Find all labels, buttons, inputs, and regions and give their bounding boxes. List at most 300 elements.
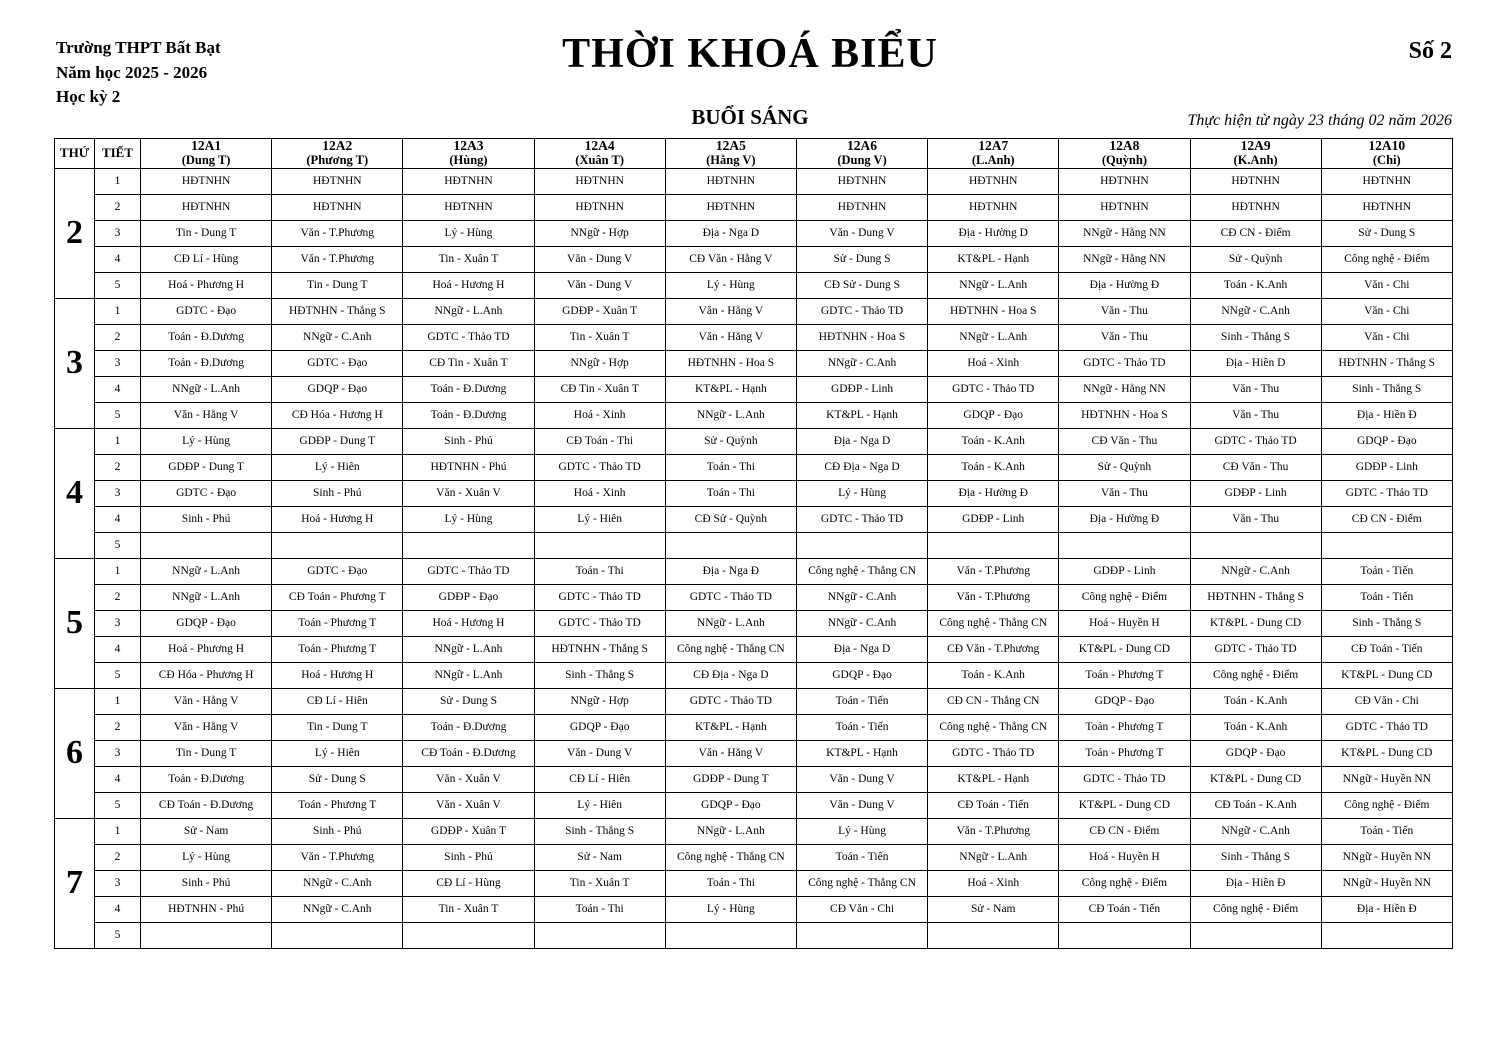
lesson-cell: Toán - Thi [665, 480, 796, 506]
lesson-cell: Hoá - Phương H [141, 272, 272, 298]
lesson-cell: Toán - K.Anh [928, 428, 1059, 454]
lesson-cell: Sinh - Thắng S [1190, 324, 1321, 350]
lesson-cell: CĐ Toán - Tiến [1059, 896, 1190, 922]
class-teacher: (Chi) [1372, 152, 1401, 167]
lesson-cell: Văn - Dung V [796, 792, 927, 818]
lesson-cell: CĐ Toán - Phương T [272, 584, 403, 610]
period-number: 4 [95, 896, 141, 922]
lesson-cell: NNgữ - L.Anh [403, 662, 534, 688]
period-number: 5 [95, 792, 141, 818]
timetable [54, 138, 1453, 949]
timetable-row [55, 740, 1453, 766]
lesson-cell: Hoá - Hương H [272, 662, 403, 688]
period-number: 4 [95, 636, 141, 662]
lesson-cell: Lý - Hùng [403, 220, 534, 246]
header-class-9 [1321, 139, 1452, 169]
page-title: THỜI KHOÁ BIỂU [562, 31, 938, 77]
lesson-cell: KT&PL - Hạnh [665, 376, 796, 402]
period-number: 2 [95, 454, 141, 480]
lesson-cell: NNgữ - L.Anh [928, 272, 1059, 298]
lesson-cell: NNgữ - C.Anh [272, 896, 403, 922]
lesson-cell: CĐ Văn - T.Phương [928, 636, 1059, 662]
lesson-cell: Toán - Thi [665, 870, 796, 896]
lesson-cell: Toán - Đ.Dương [403, 376, 534, 402]
timetable-row [55, 870, 1453, 896]
lesson-cell: CĐ Sử - Dung S [796, 272, 927, 298]
lesson-cell: Văn - Chi [1321, 324, 1452, 350]
class-teacher: (L.Anh) [971, 152, 1015, 167]
lesson-cell: Lý - Hùng [665, 896, 796, 922]
period-number: 5 [95, 662, 141, 688]
lesson-cell: Văn - Hằng V [141, 402, 272, 428]
lesson-cell: CĐ Lí - Hùng [403, 870, 534, 896]
lesson-cell [403, 532, 534, 558]
timetable-row [55, 792, 1453, 818]
timetable-row [55, 636, 1453, 662]
day-label: 5 [55, 558, 95, 688]
lesson-cell: HĐTNHN [796, 168, 927, 194]
header-class-1 [272, 139, 403, 169]
header-class-4 [665, 139, 796, 169]
lesson-cell: CĐ Văn - Chi [1321, 688, 1452, 714]
lesson-cell [1059, 532, 1190, 558]
lesson-cell: HĐTNHN [272, 194, 403, 220]
timetable-body [55, 168, 1453, 948]
period-number: 2 [95, 324, 141, 350]
period-number: 5 [95, 402, 141, 428]
lesson-cell: Văn - T.Phương [928, 818, 1059, 844]
lesson-cell: Lý - Hiên [272, 740, 403, 766]
class-teacher: (Dung T) [181, 152, 231, 167]
lesson-cell: GDQP - Đạo [665, 792, 796, 818]
lesson-cell: Hoá - Huyền H [1059, 610, 1190, 636]
lesson-cell: Sinh - Phú [403, 428, 534, 454]
school-year: Năm học 2025 - 2026 [56, 62, 208, 82]
class-name: 12A3 [453, 138, 484, 153]
period-number: 1 [95, 298, 141, 324]
lesson-cell: GDTC - Thảo TD [928, 376, 1059, 402]
lesson-cell: Văn - Chi [1321, 272, 1452, 298]
lesson-cell: NNgữ - L.Anh [403, 298, 534, 324]
lesson-cell: Công nghệ - Thắng CN [665, 636, 796, 662]
lesson-cell: Toán - Đ.Dương [141, 324, 272, 350]
period-number: 3 [95, 350, 141, 376]
lesson-cell: Hoá - Xinh [534, 480, 665, 506]
lesson-cell: GDTC - Thảo TD [928, 740, 1059, 766]
lesson-cell: NNgữ - L.Anh [141, 376, 272, 402]
lesson-cell [665, 532, 796, 558]
lesson-cell: HĐTNHN [665, 168, 796, 194]
period-number: 2 [95, 714, 141, 740]
lesson-cell: Văn - T.Phương [928, 584, 1059, 610]
lesson-cell: NNgữ - C.Anh [1190, 298, 1321, 324]
lesson-cell: CĐ Lí - Hiên [272, 688, 403, 714]
lesson-cell: Văn - Xuân V [403, 792, 534, 818]
lesson-cell: Công nghệ - Điểm [1059, 584, 1190, 610]
timetable-row [55, 350, 1453, 376]
lesson-cell: NNgữ - Hợp [534, 220, 665, 246]
lesson-cell: Toán - Tiến [1321, 818, 1452, 844]
header-class-3 [534, 139, 665, 169]
lesson-cell: GDQP - Đạo [928, 402, 1059, 428]
header-class-8 [1190, 139, 1321, 169]
lesson-cell: Sử - Dung S [272, 766, 403, 792]
lesson-cell [928, 922, 1059, 948]
lesson-cell: KT&PL - Hạnh [928, 766, 1059, 792]
lesson-cell: Văn - Dung V [534, 272, 665, 298]
session-title: BUỔI SÁNG [691, 105, 809, 129]
header-thu: THỨ [55, 139, 95, 169]
lesson-cell: Lý - Hiên [534, 792, 665, 818]
lesson-cell: Văn - Thu [1059, 480, 1190, 506]
lesson-cell: CĐ Hóa - Phương H [141, 662, 272, 688]
lesson-cell: GDTC - Thảo TD [1321, 714, 1452, 740]
timetable-row [55, 168, 1453, 194]
period-number: 5 [95, 922, 141, 948]
lesson-cell: CĐ Hóa - Hương H [272, 402, 403, 428]
lesson-cell: GDQP - Đạo [141, 610, 272, 636]
lesson-cell: NNgữ - L.Anh [665, 402, 796, 428]
lesson-cell: Văn - Xuân V [403, 766, 534, 792]
lesson-cell: CĐ Tin - Xuân T [534, 376, 665, 402]
lesson-cell: Văn - Hằng V [665, 740, 796, 766]
day-label: 2 [55, 168, 95, 298]
header-row [55, 139, 1453, 169]
lesson-cell: HĐTNHN - Phú [141, 896, 272, 922]
lesson-cell: NNgữ - Hợp [534, 688, 665, 714]
timetable-row [55, 922, 1453, 948]
lesson-cell: Văn - Hằng V [141, 714, 272, 740]
lesson-cell: NNgữ - C.Anh [1190, 818, 1321, 844]
lesson-cell: Toán - Phương T [1059, 740, 1190, 766]
class-teacher: (Dung V) [837, 152, 887, 167]
header-class-2 [403, 139, 534, 169]
lesson-cell: Lý - Hùng [141, 844, 272, 870]
lesson-cell: Địa - Hiền D [1190, 350, 1321, 376]
lesson-cell: Toán - Đ.Dương [403, 402, 534, 428]
class-teacher: (Hùng) [449, 152, 488, 167]
lesson-cell: CĐ Toán - K.Anh [1190, 792, 1321, 818]
lesson-cell: CĐ Văn - Thu [1190, 454, 1321, 480]
lesson-cell: Hoá - Huyền H [1059, 844, 1190, 870]
lesson-cell [1190, 532, 1321, 558]
lesson-cell: Toán - K.Anh [1190, 272, 1321, 298]
period-number: 2 [95, 844, 141, 870]
class-name: 12A6 [847, 138, 878, 153]
lesson-cell: HĐTNHN [1321, 168, 1452, 194]
lesson-cell: Toán - Tiến [796, 844, 927, 870]
lesson-cell: Văn - Thu [1190, 376, 1321, 402]
lesson-cell: HĐTNHN [272, 168, 403, 194]
lesson-cell: HĐTNHN [1059, 194, 1190, 220]
timetable-row [55, 324, 1453, 350]
class-name: 12A5 [715, 138, 746, 153]
lesson-cell: NNgữ - L.Anh [665, 818, 796, 844]
lesson-cell: Toán - K.Anh [928, 454, 1059, 480]
header-class-5 [796, 139, 927, 169]
timetable-row [55, 194, 1453, 220]
lesson-cell: HĐTNHN [403, 194, 534, 220]
lesson-cell: Sinh - Phú [141, 870, 272, 896]
lesson-cell: CĐ Lí - Hiên [534, 766, 665, 792]
lesson-cell: HĐTNHN [1190, 168, 1321, 194]
timetable-row [55, 298, 1453, 324]
class-teacher: (Xuân T) [575, 152, 625, 167]
period-number: 3 [95, 220, 141, 246]
lesson-cell [534, 532, 665, 558]
period-number: 3 [95, 480, 141, 506]
lesson-cell: Công nghệ - Thắng CN [665, 844, 796, 870]
lesson-cell: CĐ Địa - Nga D [796, 454, 927, 480]
lesson-cell: Hoá - Hương H [403, 272, 534, 298]
lesson-cell: Hoá - Hương H [272, 506, 403, 532]
class-teacher: (Quỳnh) [1101, 152, 1147, 167]
lesson-cell: NNgữ - C.Anh [272, 324, 403, 350]
lesson-cell: GDĐP - Linh [1321, 454, 1452, 480]
lesson-cell: Toán - Thi [534, 896, 665, 922]
lesson-cell: CĐ Lí - Hùng [141, 246, 272, 272]
lesson-cell: GDQP - Đạo [534, 714, 665, 740]
period-number: 1 [95, 428, 141, 454]
period-number: 5 [95, 272, 141, 298]
lesson-cell: Toán - Phương T [1059, 662, 1190, 688]
lesson-cell: NNgữ - Hằng NN [1059, 246, 1190, 272]
timetable-wrapper [54, 138, 1452, 949]
lesson-cell: KT&PL - Dung CD [1190, 766, 1321, 792]
lesson-cell: Địa - Hường Đ [928, 480, 1059, 506]
timetable-row [55, 220, 1453, 246]
lesson-cell: Sinh - Thắng S [1190, 844, 1321, 870]
lesson-cell: GDTC - Thảo TD [1190, 636, 1321, 662]
timetable-row [55, 272, 1453, 298]
lesson-cell: Công nghệ - Điểm [1321, 246, 1452, 272]
period-number: 2 [95, 584, 141, 610]
class-teacher: (K.Anh) [1233, 152, 1278, 167]
lesson-cell: Công nghệ - Điểm [1190, 662, 1321, 688]
class-name: 12A2 [322, 138, 353, 153]
class-name: 12A1 [191, 138, 222, 153]
lesson-cell: NNgữ - L.Anh [141, 558, 272, 584]
lesson-cell: Sử - Quỳnh [1059, 454, 1190, 480]
lesson-cell: NNgữ - L.Anh [403, 636, 534, 662]
lesson-cell: NNgữ - C.Anh [796, 350, 927, 376]
lesson-cell: Sử - Dung S [403, 688, 534, 714]
lesson-cell: NNgữ - Huyền NN [1321, 870, 1452, 896]
lesson-cell: GDĐP - Xuân T [403, 818, 534, 844]
lesson-cell: KT&PL - Dung CD [1059, 636, 1190, 662]
timetable-row [55, 818, 1453, 844]
day-label: 6 [55, 688, 95, 818]
lesson-cell: Toán - Tiến [796, 688, 927, 714]
lesson-cell: Công nghệ - Thắng CN [928, 610, 1059, 636]
lesson-cell: Lý - Hiên [272, 454, 403, 480]
lesson-cell: Công nghệ - Thắng CN [796, 558, 927, 584]
timetable-row [55, 376, 1453, 402]
lesson-cell: Văn - Dung V [796, 766, 927, 792]
lesson-cell: Lý - Hùng [796, 480, 927, 506]
class-name: 12A9 [1240, 138, 1271, 153]
effective-date: Thực hiện từ ngày 23 tháng 02 năm 2026 [1187, 112, 1452, 129]
lesson-cell: HĐTNHN [141, 194, 272, 220]
lesson-cell: GDĐP - Linh [1190, 480, 1321, 506]
lesson-cell: KT&PL - Dung CD [1059, 792, 1190, 818]
lesson-cell: KT&PL - Dung CD [1190, 610, 1321, 636]
timetable-row [55, 844, 1453, 870]
lesson-cell: CĐ CN - Điểm [1321, 506, 1452, 532]
lesson-cell: Toán - Phương T [272, 792, 403, 818]
lesson-cell: Văn - Hằng V [141, 688, 272, 714]
lesson-cell: HĐTNHN [928, 168, 1059, 194]
lesson-cell: GDTC - Thảo TD [403, 324, 534, 350]
lesson-cell [1059, 922, 1190, 948]
class-name: 12A7 [978, 138, 1009, 153]
lesson-cell: CĐ Văn - Thu [1059, 428, 1190, 454]
lesson-cell: Sinh - Thắng S [534, 818, 665, 844]
lesson-cell: Toán - Phương T [272, 636, 403, 662]
lesson-cell: GDTC - Thảo TD [665, 688, 796, 714]
lesson-cell: Văn - Thu [1059, 324, 1190, 350]
lesson-cell: Toán - Phương T [272, 610, 403, 636]
period-number: 1 [95, 688, 141, 714]
lesson-cell: GDĐP - Xuân T [534, 298, 665, 324]
class-teacher: (Hằng V) [706, 152, 756, 167]
lesson-cell: GDTC - Thảo TD [1190, 428, 1321, 454]
lesson-cell: Văn - Hằng V [665, 298, 796, 324]
lesson-cell: Địa - Nga D [796, 636, 927, 662]
lesson-cell: Tin - Dung T [272, 272, 403, 298]
lesson-cell: GDTC - Đạo [141, 480, 272, 506]
period-number: 2 [95, 194, 141, 220]
lesson-cell: KT&PL - Dung CD [1321, 740, 1452, 766]
timetable-row [55, 246, 1453, 272]
lesson-cell: Sinh - Phú [272, 480, 403, 506]
lesson-cell: GDTC - Thảo TD [1321, 480, 1452, 506]
lesson-cell: Sinh - Phú [141, 506, 272, 532]
lesson-cell: Toán - Tiến [1321, 584, 1452, 610]
day-label: 3 [55, 298, 95, 428]
lesson-cell [272, 922, 403, 948]
lesson-cell: Lý - Hùng [665, 272, 796, 298]
lesson-cell: KT&PL - Hạnh [796, 740, 927, 766]
lesson-cell: Tin - Dung T [141, 220, 272, 246]
lesson-cell [141, 532, 272, 558]
timetable-row [55, 480, 1453, 506]
lesson-cell [1190, 922, 1321, 948]
lesson-cell: Địa - Nga Đ [665, 558, 796, 584]
lesson-cell: NNgữ - L.Anh [141, 584, 272, 610]
timetable-head [55, 139, 1453, 169]
lesson-cell: CĐ Sử - Quỳnh [665, 506, 796, 532]
lesson-cell: CĐ Toán - Thi [534, 428, 665, 454]
school-name: Trường THPT Bất Bạt [56, 38, 221, 57]
lesson-cell: Tin - Xuân T [534, 870, 665, 896]
period-number: 4 [95, 506, 141, 532]
lesson-cell: HĐTNHN - Thắng S [272, 298, 403, 324]
lesson-cell: Lý - Hùng [796, 818, 927, 844]
lesson-cell: GDTC - Đạo [272, 558, 403, 584]
lesson-cell: NNgữ - Hợp [534, 350, 665, 376]
lesson-cell: Văn - Xuân V [403, 480, 534, 506]
lesson-cell: GDTC - Thảo TD [796, 506, 927, 532]
lesson-cell: GDTC - Thảo TD [665, 584, 796, 610]
lesson-cell: Văn - Thu [1190, 402, 1321, 428]
lesson-cell: HĐTNHN [1059, 168, 1190, 194]
lesson-cell: NNgữ - Hằng NN [1059, 376, 1190, 402]
lesson-cell: NNgữ - Huyền NN [1321, 766, 1452, 792]
lesson-cell: Tin - Xuân T [534, 324, 665, 350]
timetable-row [55, 688, 1453, 714]
timetable-row [55, 506, 1453, 532]
sheet-number: Số 2 [1408, 38, 1452, 64]
lesson-cell: HĐTNHN - Hoa S [665, 350, 796, 376]
lesson-cell: GDĐP - Đạo [403, 584, 534, 610]
lesson-cell: Địa - Nga D [796, 428, 927, 454]
lesson-cell: KT&PL - Hạnh [796, 402, 927, 428]
lesson-cell: GDTC - Đạo [272, 350, 403, 376]
lesson-cell: NNgữ - Huyền NN [1321, 844, 1452, 870]
lesson-cell: HĐTNHN - Hoa S [928, 298, 1059, 324]
lesson-cell: Tin - Xuân T [403, 246, 534, 272]
period-number: 3 [95, 870, 141, 896]
lesson-cell: NNgữ - L.Anh [928, 844, 1059, 870]
lesson-cell [796, 532, 927, 558]
lesson-cell: GDĐP - Linh [928, 506, 1059, 532]
lesson-cell: Văn - T.Phương [272, 246, 403, 272]
lesson-cell: HĐTNHN - Hoa S [1059, 402, 1190, 428]
lesson-cell: GDTC - Thảo TD [1059, 350, 1190, 376]
lesson-cell: Sinh - Phú [272, 818, 403, 844]
lesson-cell: CĐ CN - Điểm [1059, 818, 1190, 844]
lesson-cell: Văn - Dung V [534, 246, 665, 272]
period-number: 3 [95, 740, 141, 766]
lesson-cell: HĐTNHN [403, 168, 534, 194]
lesson-cell: CĐ Tin - Xuân T [403, 350, 534, 376]
lesson-cell: Địa - Hiền Đ [1321, 896, 1452, 922]
lesson-cell: Toán - Thi [534, 558, 665, 584]
lesson-cell: Toán - Thi [665, 454, 796, 480]
lesson-cell: Hoá - Xinh [534, 402, 665, 428]
lesson-cell: Văn - T.Phương [272, 844, 403, 870]
lesson-cell: GDQP - Đạo [1190, 740, 1321, 766]
lesson-cell: GDQP - Đạo [796, 662, 927, 688]
lesson-cell: Toán - Đ.Dương [141, 350, 272, 376]
lesson-cell: Hoá - Hương H [403, 610, 534, 636]
lesson-cell: GDTC - Thảo TD [1059, 766, 1190, 792]
lesson-cell: CĐ Địa - Nga D [665, 662, 796, 688]
lesson-cell [665, 922, 796, 948]
timetable-row [55, 402, 1453, 428]
timetable-row [55, 584, 1453, 610]
lesson-cell: GDTC - Thảo TD [534, 610, 665, 636]
period-number: 1 [95, 168, 141, 194]
lesson-cell: GDQP - Đạo [272, 376, 403, 402]
lesson-cell: Toán - Phương T [1059, 714, 1190, 740]
lesson-cell: Công nghệ - Điểm [1321, 792, 1452, 818]
period-number: 1 [95, 818, 141, 844]
lesson-cell: HĐTNHN [665, 194, 796, 220]
lesson-cell: Công nghệ - Thắng CN [928, 714, 1059, 740]
lesson-cell: KT&PL - Hạnh [665, 714, 796, 740]
lesson-cell [403, 922, 534, 948]
lesson-cell: Công nghệ - Điểm [1190, 896, 1321, 922]
lesson-cell: GDTC - Thảo TD [403, 558, 534, 584]
lesson-cell: Sử - Nam [534, 844, 665, 870]
lesson-cell: HĐTNHN - Thắng S [534, 636, 665, 662]
lesson-cell: NNgữ - Hằng NN [1059, 220, 1190, 246]
lesson-cell: GDTC - Thảo TD [796, 298, 927, 324]
lesson-cell: Sử - Dung S [796, 246, 927, 272]
lesson-cell: HĐTNHN - Hoa S [796, 324, 927, 350]
